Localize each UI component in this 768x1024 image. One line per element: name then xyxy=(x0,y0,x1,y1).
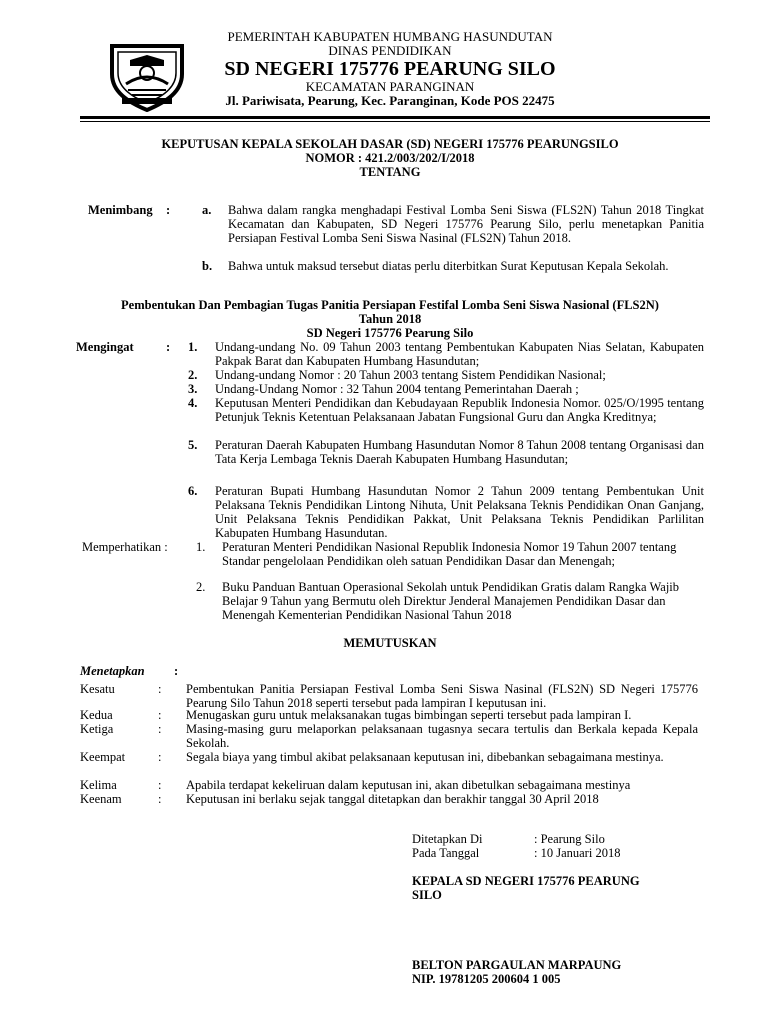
mengingat-item-5: Peraturan Daerah Kabupaten Humbang Hasundutan Nomor 8 Tahun 2008 tentang Organisasi dan Tata Kerja Lembaga Teknis Daerah Kabupaten Humbang Hasundutan; xyxy=(215,438,704,466)
mengingat-colon: : xyxy=(166,340,171,354)
decree-title: KEPUTUSAN KEPALA SEKOLAH DASAR (SD) NEGERI 175776 PEARUNGSILO xyxy=(161,137,619,151)
keempat-text: Segala biaya yang timbul akibat pelaksanaan keputusan ini, dibebankan sebagaimana mestinya. xyxy=(186,750,664,764)
mengingat-item-1: Undang-undang No. 09 Tahun 2003 tentang Pembentukan Kabupaten Nias Selatan, Kabupaten Pakpak Barat dan Kabupaten Humbang Hasundutan; xyxy=(215,340,704,368)
kesatu-colon: : xyxy=(158,682,162,696)
kedua-text: Menugaskan guru untuk melaksanakan tugas bimbingan seperti tersebut pada lampiran I. xyxy=(186,708,632,722)
agency-name: DINAS PENDIDIKAN xyxy=(328,43,452,58)
mengingat-marker-2: 2. xyxy=(188,368,198,382)
kedua-colon: : xyxy=(158,708,162,722)
decree-number: NOMOR : 421.2/003/202/I/2018 xyxy=(305,151,475,165)
signer-nip: NIP. 19781205 200604 1 005 xyxy=(412,972,561,986)
letterhead-rule xyxy=(80,116,710,119)
subject-line-2: Tahun 2018 xyxy=(358,312,422,326)
mengingat-marker-5: 5. xyxy=(188,438,198,452)
memperhatikan-item-2: Buku Panduan Bantuan Operasional Sekolah untuk Pendidikan Gratis dalam Rangka Wajib Belajar 9 Tahun yang Bermutu oleh Direktur Jenderal Manajemen Pendidikan Dasar dan Menengah Kementerian Pendidikan Nasional Tahun 2018 xyxy=(222,580,680,622)
memperhatikan-marker-2: 2. xyxy=(196,580,206,594)
mengingat-item-6: Peraturan Bupati Humbang Hasundutan Nomor 2 Tahun 2009 tentang Pembentukan Unit Pelaksana Teknis Pendidikan Lintong Nihuta, Unit Pelaksana Teknis Pendidikan Onan Ganjang, Unit Pelaksana Teknis Pendidikan Pakkat, Unit Pelaksana Teknis Pendidikan Parlilitan Kabupaten Humbang Hasundutan. xyxy=(215,484,704,540)
kelima-colon: : xyxy=(158,778,162,792)
date-label: Pada Tanggal xyxy=(412,846,480,860)
signer-position-line-2: SILO xyxy=(412,888,442,902)
mengingat-marker-1: 1. xyxy=(188,340,198,354)
mengingat-marker-6: 6. xyxy=(188,484,198,498)
menimbang-label: Menimbang xyxy=(88,203,153,217)
letterhead-rule-thin xyxy=(80,121,710,122)
place-label: Ditetapkan Di xyxy=(412,832,483,846)
kesatu-text: Pembentukan Panitia Persiapan Festival Lomba Seni Siswa Nasinal (FLS2N) SD Negeri 175776 Pearung Silo Tahun 2018 seperti tersebut pada lampiran I keputusan ini. xyxy=(186,682,698,710)
memperhatikan-item-1: Peraturan Menteri Pendidikan Nasional Republik Indonesia Nomor 19 Tahun 2007 tentang Standar pengelolaan Pendidikan oleh satuan Pendidikan Dasar dan Menengah; xyxy=(222,540,677,568)
place-value: : Pearung Silo xyxy=(534,832,605,846)
ketiga-colon: : xyxy=(158,722,162,736)
menimbang-marker-a: a. xyxy=(202,203,212,217)
ketiga-text: Masing-masing guru melaporkan pelaksanaan tugasnya secara tertulis dan Berkala kepada Kepala Sekolah. xyxy=(186,722,698,750)
decree-tentang: TENTANG xyxy=(359,165,421,179)
signer-name: BELTON PARGAULAN MARPAUNG xyxy=(412,958,622,972)
date-value: : 10 Januari 2018 xyxy=(534,846,621,860)
mengingat-label: Mengingat xyxy=(76,340,134,354)
subject-line-3: SD Negeri 175776 Pearung Silo xyxy=(306,326,474,340)
memperhatikan-marker-1: 1. xyxy=(196,540,206,554)
subject-line-1: Pembentukan Dan Pembagian Tugas Panitia Persiapan Festifal Lomba Seni Siswa Nasional (FLS2N) xyxy=(121,298,659,312)
keempat-colon: : xyxy=(158,750,162,764)
menetapkan-label: Menetapkan xyxy=(80,664,145,678)
ketiga-label: Ketiga xyxy=(80,722,114,736)
menimbang-item-b: Bahwa untuk maksud tersebut diatas perlu diterbitkan Surat Keputusan Kepala Sekolah. xyxy=(228,259,669,273)
keenam-label: Keenam xyxy=(80,792,122,806)
menetapkan-colon: : xyxy=(174,664,179,678)
kelima-text: Apabila terdapat kekeliruan dalam keputusan ini, akan dibetulkan sebagaimana mestinya xyxy=(186,778,631,792)
kesatu-label: Kesatu xyxy=(80,682,115,696)
keenam-text: Keputusan ini berlaku sejak tanggal ditetapkan dan berakhir tanggal 30 April 2018 xyxy=(186,792,599,806)
kelima-label: Kelima xyxy=(80,778,117,792)
mengingat-marker-3: 3. xyxy=(188,382,198,396)
school-address: Jl. Pariwisata, Pearung, Kec. Paranginan, Kode POS 22475 xyxy=(225,93,555,108)
memutuskan-heading: MEMUTUSKAN xyxy=(343,636,437,650)
mengingat-item-3: Undang-Undang Nomor : 32 Tahun 2004 tentang Pemerintahan Daerah ; xyxy=(215,382,579,396)
mengingat-marker-4: 4. xyxy=(188,396,198,410)
menimbang-colon: : xyxy=(166,203,171,217)
menimbang-marker-b: b. xyxy=(202,259,213,273)
government-name: PEMERINTAH KABUPATEN HUMBANG HASUNDUTAN xyxy=(227,29,553,44)
keempat-label: Keempat xyxy=(80,750,126,764)
school-name: SD NEGERI 175776 PEARUNG SILO xyxy=(224,58,556,80)
keenam-colon: : xyxy=(158,792,162,806)
regency-emblem-logo xyxy=(104,40,190,112)
kedua-label: Kedua xyxy=(80,708,113,722)
signer-position-line-1: KEPALA SD NEGERI 175776 PEARUNG xyxy=(412,874,640,888)
district-name: KECAMATAN PARANGINAN xyxy=(305,79,475,94)
memperhatikan-label: Memperhatikan : xyxy=(82,540,168,554)
mengingat-item-4: Keputusan Menteri Pendidikan dan Kebudayaan Republik Indonesia Nomor. 025/O/1995 tentang Petunjuk Teknis Ketentuan Pelaksanaan Jabatan Fungsional Guru dan Angka Kreditnya; xyxy=(215,396,704,424)
mengingat-item-2: Undang-undang Nomor : 20 Tahun 2003 tentang Sistem Pendidikan Nasional; xyxy=(215,368,606,382)
menimbang-item-a: Bahwa dalam rangka menghadapi Festival Lomba Seni Siswa (FLS2N) Tahun 2018 Tingkat Kecamatan dan Kabupaten, SD Negeri 175776 Pearung Silo, perlu menetapkan Panitia Persiapan Festival Lomba Seni Siswa Nasinal (FLS2N) Tahun 2018. xyxy=(228,203,704,245)
